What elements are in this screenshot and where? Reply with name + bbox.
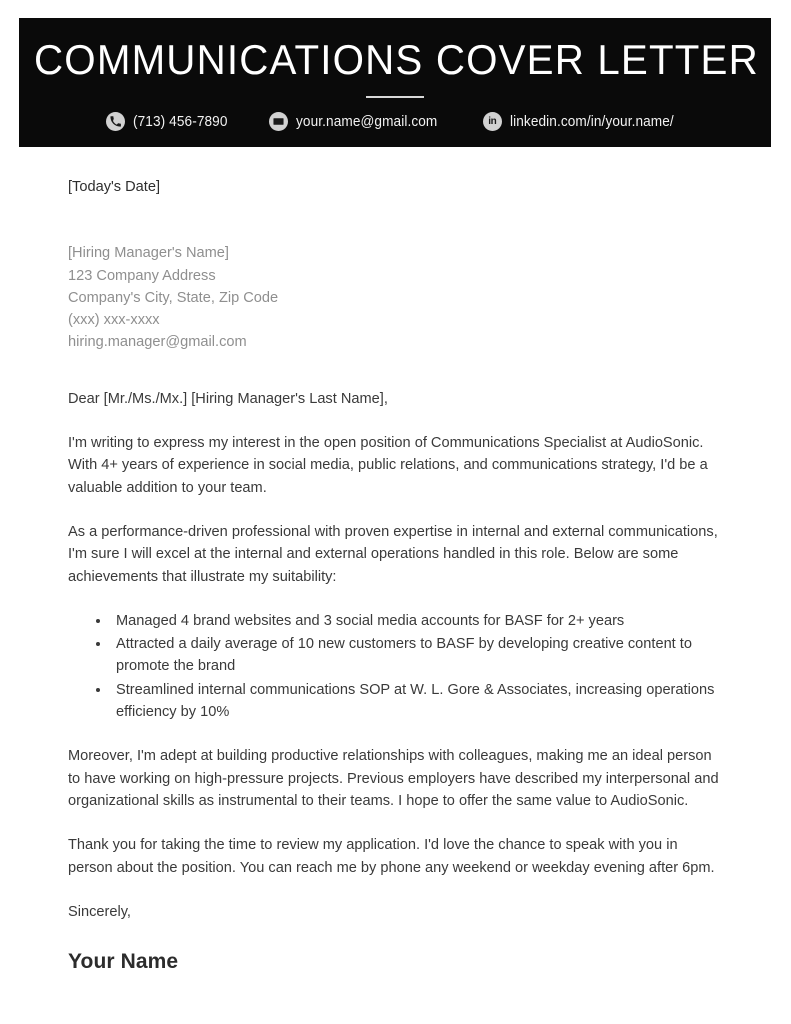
recipient-address: 123 Company Address <box>68 267 216 284</box>
linkedin-glyph: in <box>488 115 497 127</box>
closing-paragraph-2: Thank you for taking the time to review my application. I'd love the chance to speak with you in person about the position. You can reach me by phone any weekend or weekday evening after 6pm. <box>68 837 715 876</box>
header-banner <box>19 18 771 147</box>
page-title: COMMUNICATIONS COVER LETTER <box>34 36 759 83</box>
salutation: Dear [Mr./Ms./Mx.] [Hiring Manager's Last Name], <box>68 390 388 407</box>
closing-paragraph-1: Moreover, I'm adept at building productive relationships with colleagues, making me an ideal person to have working on high-pressure projects. Previous employers have described my interpersonal and organizational skills as instrumental to their teams. I hope to offer the same value to AudioSonic. <box>68 748 719 809</box>
recipient-phone: (xxx) xxx-xxxx <box>68 312 160 329</box>
phone-icon <box>106 112 125 131</box>
letter-body <box>68 176 723 973</box>
recipient-block <box>68 242 723 353</box>
body-paragraph-1: I'm writing to express my interest in the open position of Communications Specialist at AudioSonic. With 4+ years of experience in social media, public relations, and communications strategy, I'd be a valuable addition to your team. <box>68 435 708 496</box>
signature-name: Your Name <box>68 950 179 974</box>
recipient-name: [Hiring Manager's Name] <box>68 245 229 262</box>
contact-item-email[interactable] <box>269 112 446 131</box>
list-item: Streamlined internal communications SOP at W. L. Gore & Associates, increasing operations efficiency by 10% <box>68 679 723 724</box>
body-paragraph-2: As a performance-driven professional with proven expertise in internal and external communications, I'm sure I will excel at the internal and external operations handled in this role. Below are some achievements that illustrate my suitability: <box>68 523 718 585</box>
sign-off: Sincerely, <box>68 903 131 920</box>
envelope-icon <box>269 112 288 131</box>
date-line: [Today's Date] <box>68 179 161 195</box>
contact-linkedin-text: linkedin.com/in/your.name/ <box>509 113 674 130</box>
list-item: Attracted a daily average of 10 new customers to BASF by developing creative content to promote the brand <box>68 633 723 678</box>
recipient-city-state-zip: Company's City, State, Zip Code <box>68 289 279 306</box>
linkedin-icon <box>483 112 502 131</box>
contact-item-phone[interactable] <box>106 112 234 131</box>
header-divider <box>366 96 424 98</box>
contact-email-text: your.name@gmail.com <box>296 113 438 130</box>
recipient-email: hiring.manager@gmail.com <box>68 334 247 351</box>
contact-item-linkedin[interactable] <box>483 112 684 131</box>
contact-row <box>19 112 771 131</box>
list-item: Managed 4 brand websites and 3 social media accounts for BASF for 2+ years <box>68 610 723 632</box>
contact-phone-text: (713) 456-7890 <box>132 113 228 130</box>
achievements-list <box>68 610 723 723</box>
